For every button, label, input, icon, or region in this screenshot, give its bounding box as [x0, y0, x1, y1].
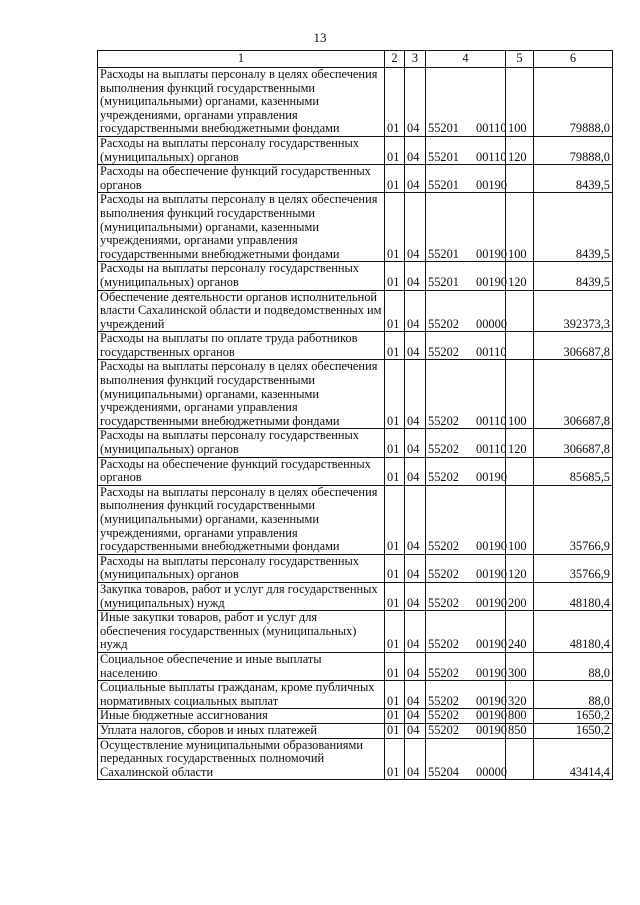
row-sum: 35766,9 — [534, 554, 613, 582]
row-name: Расходы на выплаты персоналу государственных (муниципальных) органов — [98, 554, 385, 582]
row-csr — [426, 290, 506, 332]
row-rz: 01 — [385, 360, 405, 429]
row-csr — [426, 554, 506, 582]
row-pr: 04 — [405, 165, 426, 193]
row-pr: 04 — [405, 681, 426, 709]
row-csr-direction: 00190 — [476, 567, 507, 582]
row-sum: 306687,8 — [534, 360, 613, 429]
row-name: Расходы на обеспечение функций государственных органов — [98, 165, 385, 193]
row-vr: 100 — [506, 360, 534, 429]
row-vr: 120 — [506, 554, 534, 582]
row-rz: 01 — [385, 193, 405, 262]
row-pr: 04 — [405, 582, 426, 610]
header-cell: 3 — [405, 51, 426, 68]
row-csr-direction: 00190 — [476, 693, 507, 708]
row-name: Иные закупки товаров, работ и услуг для обеспечения государственных (муниципальных) нужд — [98, 611, 385, 653]
row-csr-program: 55202 — [428, 595, 459, 610]
row-csr-program: 55204 — [428, 764, 459, 779]
row-name: Социальное обеспечение и иные выплаты населению — [98, 652, 385, 680]
table-row — [98, 332, 613, 360]
row-pr: 04 — [405, 457, 426, 485]
row-rz: 01 — [385, 709, 405, 724]
row-name: Расходы на выплаты персоналу в целях обеспечения выполнения функций государственными (муниципальными) органами, казенными учреждениями, органами управления государственными внебюджетными фондами — [98, 193, 385, 262]
row-rz: 01 — [385, 611, 405, 653]
row-vr — [506, 165, 534, 193]
row-vr: 300 — [506, 652, 534, 680]
row-pr: 04 — [405, 554, 426, 582]
row-csr — [426, 485, 506, 554]
row-csr-direction: 00190 — [476, 539, 507, 554]
table-row — [98, 360, 613, 429]
row-sum: 79888,0 — [534, 136, 613, 164]
row-csr-direction: 00000 — [476, 316, 507, 331]
row-sum: 85685,5 — [534, 457, 613, 485]
row-pr: 04 — [405, 262, 426, 290]
row-vr: 850 — [506, 723, 534, 738]
row-rz: 01 — [385, 165, 405, 193]
row-csr-program: 55202 — [428, 708, 459, 723]
row-csr — [426, 709, 506, 724]
row-csr — [426, 262, 506, 290]
row-name: Расходы на обеспечение функций государственных органов — [98, 457, 385, 485]
row-vr: 120 — [506, 136, 534, 164]
row-csr — [426, 429, 506, 457]
row-pr: 04 — [405, 136, 426, 164]
row-csr-program: 55202 — [428, 693, 459, 708]
row-csr-program: 55202 — [428, 722, 459, 737]
row-name: Расходы на выплаты персоналу в целях обеспечения выполнения функций государственными (муниципальными) органами, казенными учреждениями, органами управления государственными внебюджетными фондами — [98, 68, 385, 137]
row-rz: 01 — [385, 68, 405, 137]
row-name: Расходы на выплаты по оплате труда работников государственных органов — [98, 332, 385, 360]
row-name: Расходы на выплаты персоналу в целях обеспечения выполнения функций государственными (муниципальными) органами, казенными учреждениями, органами управления государственными внебюджетными фондами — [98, 360, 385, 429]
row-vr: 800 — [506, 709, 534, 724]
row-name: Закупка товаров, работ и услуг для государственных (муниципальных) нужд — [98, 582, 385, 610]
row-name: Расходы на выплаты персоналу государственных (муниципальных) органов — [98, 136, 385, 164]
row-pr: 04 — [405, 723, 426, 738]
row-vr: 120 — [506, 429, 534, 457]
row-csr-program: 55202 — [428, 539, 459, 554]
row-csr-direction: 00110 — [476, 149, 507, 164]
row-sum: 8439,5 — [534, 262, 613, 290]
row-pr: 04 — [405, 332, 426, 360]
row-csr — [426, 611, 506, 653]
table-row — [98, 554, 613, 582]
row-pr: 04 — [405, 429, 426, 457]
row-vr: 100 — [506, 68, 534, 137]
row-csr — [426, 68, 506, 137]
row-vr: 200 — [506, 582, 534, 610]
row-vr: 320 — [506, 681, 534, 709]
table-row — [98, 457, 613, 485]
header-cell: 4 — [426, 51, 506, 68]
page-number: 13 — [313, 30, 327, 45]
header-row — [98, 51, 613, 68]
row-pr: 04 — [405, 738, 426, 780]
row-rz: 01 — [385, 457, 405, 485]
row-sum: 88,0 — [534, 681, 613, 709]
row-vr — [506, 290, 534, 332]
row-csr-program: 55202 — [428, 442, 459, 457]
row-rz: 01 — [385, 582, 405, 610]
row-rz: 01 — [385, 290, 405, 332]
row-name: Иные бюджетные ассигнования — [98, 709, 385, 724]
row-rz: 01 — [385, 738, 405, 780]
row-vr: 100 — [506, 485, 534, 554]
row-csr — [426, 681, 506, 709]
row-sum: 35766,9 — [534, 485, 613, 554]
row-csr-direction: 00190 — [476, 665, 507, 680]
table-row — [98, 723, 613, 738]
row-csr-direction: 00190 — [476, 637, 507, 652]
table-row — [98, 681, 613, 709]
row-csr-direction: 00190 — [476, 274, 507, 289]
row-csr — [426, 332, 506, 360]
row-sum: 306687,8 — [534, 332, 613, 360]
row-name: Расходы на выплаты персоналу государственных (муниципальных) органов — [98, 429, 385, 457]
row-csr-program: 55202 — [428, 470, 459, 485]
row-csr-program: 55201 — [428, 274, 459, 289]
row-csr-direction: 00110 — [476, 344, 507, 359]
row-csr-direction: 00000 — [476, 764, 507, 779]
row-name: Осуществление муниципальными образованиями переданных государственных полномочий Сахалинской области — [98, 738, 385, 780]
row-csr-program: 55201 — [428, 121, 459, 136]
row-csr-direction: 00190 — [476, 595, 507, 610]
row-name: Расходы на выплаты персоналу в целях обеспечения выполнения функций государственными (муниципальными) органами, казенными учреждениями, органами управления государственными внебюджетными фондами — [98, 485, 385, 554]
row-csr — [426, 652, 506, 680]
header-cell: 1 — [98, 51, 385, 68]
budget-table — [97, 50, 613, 780]
row-rz: 01 — [385, 485, 405, 554]
row-pr: 04 — [405, 360, 426, 429]
row-csr — [426, 582, 506, 610]
row-csr — [426, 165, 506, 193]
row-sum: 43414,4 — [534, 738, 613, 780]
row-vr: 240 — [506, 611, 534, 653]
table-row — [98, 136, 613, 164]
header-cell: 2 — [385, 51, 405, 68]
table-row — [98, 290, 613, 332]
table-row — [98, 611, 613, 653]
row-csr-program: 55201 — [428, 246, 459, 261]
row-sum: 48180,4 — [534, 611, 613, 653]
row-pr: 04 — [405, 290, 426, 332]
row-csr-program: 55201 — [428, 177, 459, 192]
row-pr: 04 — [405, 68, 426, 137]
table-row — [98, 738, 613, 780]
row-csr-direction: 00190 — [476, 708, 507, 723]
row-csr-direction: 00190 — [476, 177, 507, 192]
row-csr-program: 55202 — [428, 316, 459, 331]
row-csr-program: 55201 — [428, 149, 459, 164]
row-name: Социальные выплаты гражданам, кроме публичных нормативных социальных выплат — [98, 681, 385, 709]
row-pr: 04 — [405, 485, 426, 554]
row-rz: 01 — [385, 262, 405, 290]
row-vr — [506, 738, 534, 780]
row-sum: 306687,8 — [534, 429, 613, 457]
row-csr-program: 55202 — [428, 344, 459, 359]
row-sum: 1650,2 — [534, 723, 613, 738]
row-vr: 120 — [506, 262, 534, 290]
row-csr-direction: 00110 — [476, 121, 507, 136]
row-rz: 01 — [385, 681, 405, 709]
table-row — [98, 193, 613, 262]
row-csr — [426, 193, 506, 262]
row-sum: 8439,5 — [534, 193, 613, 262]
row-pr: 04 — [405, 611, 426, 653]
table-row — [98, 582, 613, 610]
row-sum: 79888,0 — [534, 68, 613, 137]
header-cell: 6 — [534, 51, 613, 68]
row-csr-program: 55202 — [428, 567, 459, 582]
row-rz: 01 — [385, 652, 405, 680]
table-row — [98, 485, 613, 554]
header-cell: 5 — [506, 51, 534, 68]
table-row — [98, 165, 613, 193]
row-csr — [426, 457, 506, 485]
row-csr — [426, 360, 506, 429]
row-sum: 48180,4 — [534, 582, 613, 610]
row-csr — [426, 738, 506, 780]
table-row — [98, 429, 613, 457]
row-csr-program: 55202 — [428, 637, 459, 652]
row-rz: 01 — [385, 136, 405, 164]
table-row — [98, 262, 613, 290]
row-rz: 01 — [385, 332, 405, 360]
row-csr-direction: 00110 — [476, 413, 507, 428]
row-sum: 392373,3 — [534, 290, 613, 332]
row-name: Уплата налогов, сборов и иных платежей — [98, 723, 385, 738]
row-name: Обеспечение деятельности органов исполнительной власти Сахалинской области и подведомственных им учреждений — [98, 290, 385, 332]
row-csr — [426, 136, 506, 164]
row-rz: 01 — [385, 554, 405, 582]
row-vr — [506, 457, 534, 485]
row-csr-direction: 00190 — [476, 470, 507, 485]
row-vr: 100 — [506, 193, 534, 262]
row-csr-direction: 00190 — [476, 722, 507, 737]
row-sum: 8439,5 — [534, 165, 613, 193]
table-row — [98, 709, 613, 724]
row-pr: 04 — [405, 193, 426, 262]
row-csr-direction: 00110 — [476, 442, 507, 457]
row-pr: 04 — [405, 709, 426, 724]
row-name: Расходы на выплаты персоналу государственных (муниципальных) органов — [98, 262, 385, 290]
row-rz: 01 — [385, 429, 405, 457]
row-csr-program: 55202 — [428, 665, 459, 680]
row-csr-direction: 00190 — [476, 246, 507, 261]
row-rz: 01 — [385, 723, 405, 738]
row-sum: 88,0 — [534, 652, 613, 680]
table-row — [98, 652, 613, 680]
row-csr — [426, 723, 506, 738]
row-csr-program: 55202 — [428, 413, 459, 428]
table-row — [98, 68, 613, 137]
row-sum: 1650,2 — [534, 709, 613, 724]
row-pr: 04 — [405, 652, 426, 680]
row-vr — [506, 332, 534, 360]
